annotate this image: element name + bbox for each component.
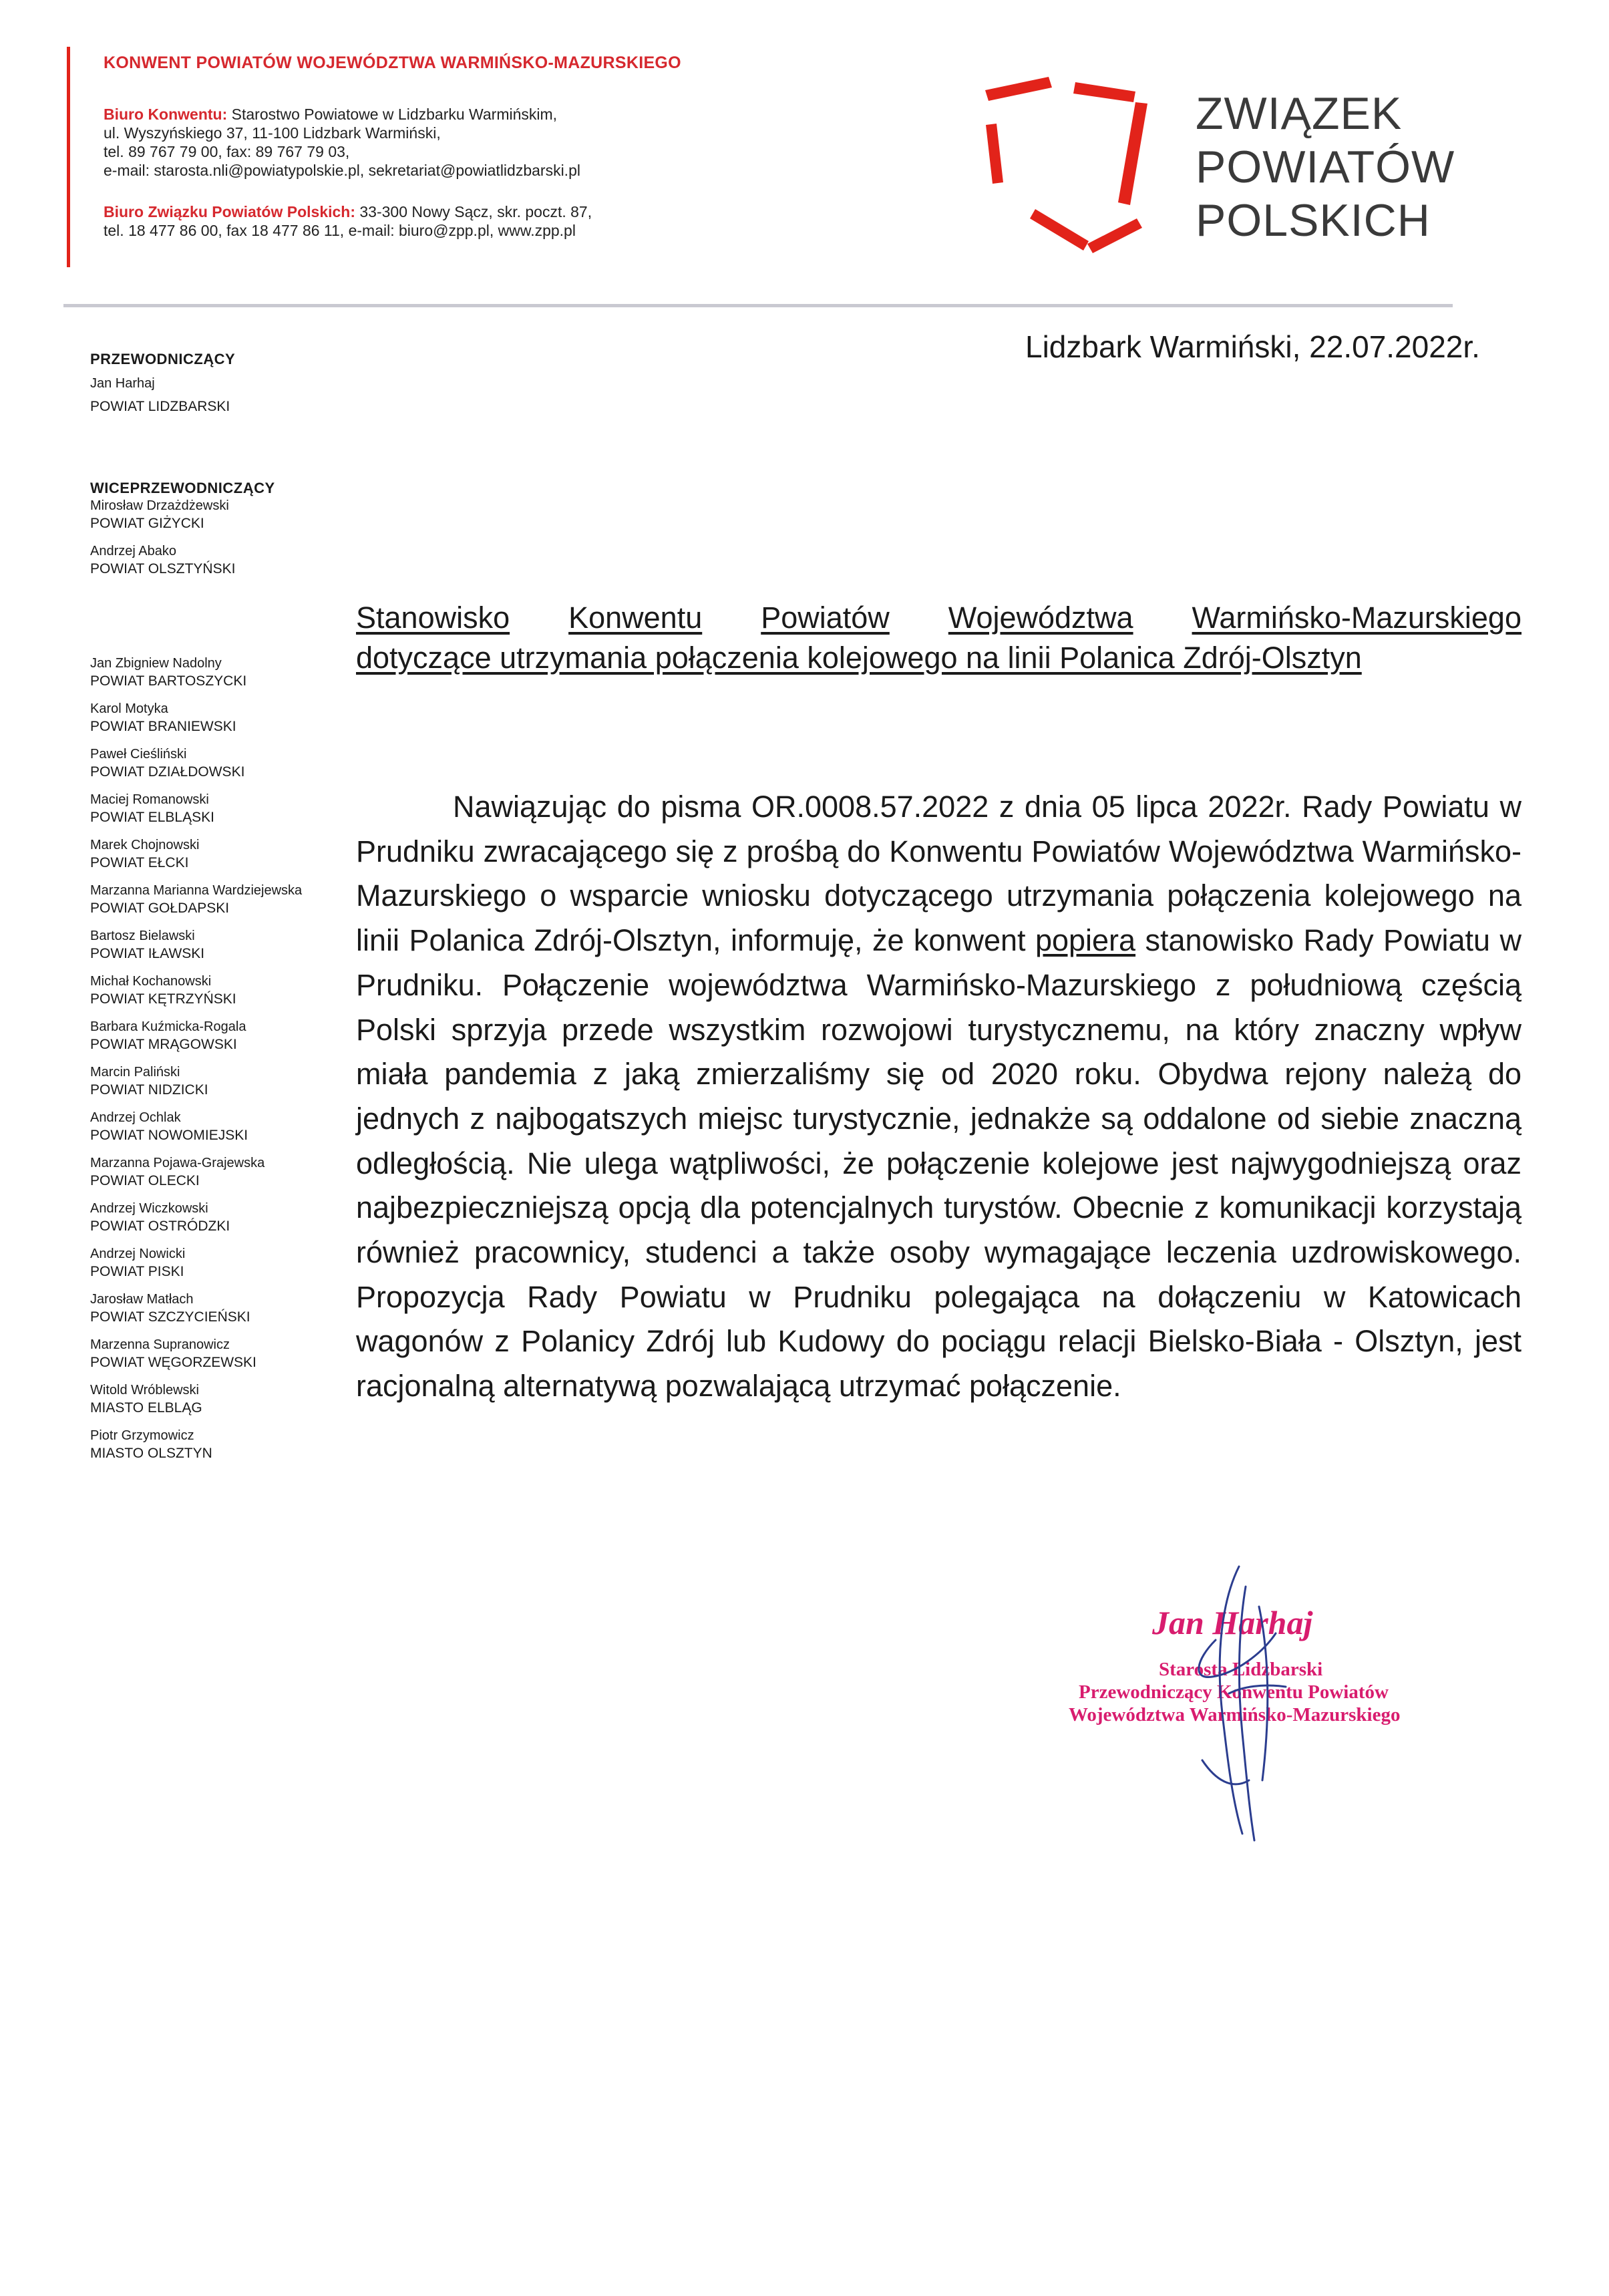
member-name: Piotr Grzymowicz [90, 1428, 194, 1443]
title-word: Warmińsko-Mazurskiego [1192, 601, 1522, 635]
letter-body [356, 785, 1522, 1409]
member-unit: POWIAT BARTOSZYCKI [90, 673, 247, 689]
member-unit: POWIAT WĘGORZEWSKI [90, 1355, 256, 1370]
member-entry [90, 1109, 377, 1145]
member-unit: POWIAT OLSZTYŃSKI [90, 561, 236, 577]
chair-unit: POWIAT LIDZBARSKI [90, 399, 230, 414]
member-entry [90, 1200, 377, 1236]
logo-line3: POLSKICH [1196, 195, 1431, 246]
member-unit: POWIAT PISKI [90, 1264, 184, 1279]
member-name: Jan Zbigniew Nadolny [90, 656, 222, 671]
member-unit: MIASTO ELBLĄG [90, 1400, 202, 1416]
office1-line3: tel. 89 767 79 00, fax: 89 767 79 03, [104, 143, 350, 160]
members-list [90, 655, 377, 1463]
logo-wordmark [1196, 87, 1455, 247]
title-word: Stanowisko [356, 601, 510, 635]
org-name: KONWENT POWIATÓW WOJEWÓDZTWA WARMIŃSKO-MAZURSKIEGO [104, 53, 681, 72]
member-unit: POWIAT EŁCKI [90, 855, 189, 870]
member-name: Andrzej Abako [90, 544, 176, 558]
member-entry [90, 1018, 377, 1054]
member-name: Marzanna Marianna Wardziejewska [90, 883, 303, 898]
member-unit: POWIAT IŁAWSKI [90, 946, 205, 961]
stamp-line3: Województwa Warmińsko-Mazurskiego [1069, 1704, 1401, 1726]
member-name: Marcin Paliński [90, 1065, 180, 1080]
member-unit: POWIAT NIDZICKI [90, 1082, 208, 1098]
member-unit: POWIAT SZCZYCIEŃSKI [90, 1309, 250, 1325]
vice-role: WICEPRZEWODNICZĄCY [90, 480, 275, 496]
member-entry [90, 1154, 377, 1190]
member-unit: POWIAT KĘTRZYŃSKI [90, 991, 236, 1007]
member-entry [90, 746, 377, 782]
member-unit: POWIAT GIŻYCKI [90, 516, 204, 531]
member-name: Jarosław Matłach [90, 1292, 194, 1307]
member-unit: MIASTO OLSZTYN [90, 1446, 212, 1461]
member-entry [90, 655, 377, 691]
member-entry [90, 791, 377, 827]
member-name: Marzenna Supranowicz [90, 1337, 230, 1352]
member-entry [90, 927, 377, 963]
title-line2: dotyczące utrzymania połączenia kolejowego na linii Polanica Zdrój-Olsztyn [356, 641, 1362, 675]
office1-line2: ul. Wyszyńskiego 37, 11-100 Lidzbark Warmiński, [104, 124, 441, 142]
member-name: Marzanna Pojawa-Grajewska [90, 1156, 265, 1170]
office1-line4: e-mail: starosta.nli@powiatypolskie.pl, sekretariat@powiatlidzbarski.pl [104, 162, 580, 179]
member-entry [90, 882, 377, 918]
member-name: Paweł Cieśliński [90, 747, 187, 762]
title-word: Województwa [948, 601, 1133, 635]
body-emphasis: popiera [1035, 923, 1136, 958]
member-unit: POWIAT MRĄGOWSKI [90, 1037, 237, 1052]
member-name: Barbara Kuźmicka-Rogala [90, 1019, 246, 1034]
office2-block [104, 202, 972, 240]
body-text-part2: stanowisko Rady Powiatu w Prudniku. Połączenie województwa Warmińsko-Mazurskiego z południową częścią Polski sprzyja przede wszystkim rozwojowi turystycznemu, na który znaczny wpływ miała pandemia z jaką zmierzaliśmy się od 2020 roku. Obydwa rejony należą do jednych z najbogatszych miejsc turystycznie, jednakże są oddalone od siebie znaczną odległością. Nie ulega wątpliwości, że połączenie kolejowe jest najwygodniejszą oraz najbezpieczniejszą opcją dla potencjalnych turystów. Obecnie z komunikacji korzystają również pracownicy, studenci a także osoby wymagające leczenia uzdrowiskowego. Propozycja Rady Powiatu w Prudniku polegająca na dołączeniu w Katowicach wagonów z Polanicy Zdrój lub Kudowy do pociągu relacji Bielsko-Biała - Olsztyn, jest racjonalną alternatywą pozwalającą utrzymać połączenie. [356, 923, 1522, 1404]
document-title [356, 598, 1522, 678]
member-name: Witold Wróblewski [90, 1383, 199, 1398]
vice-entry [90, 542, 377, 579]
member-entry [90, 1381, 377, 1418]
member-unit: POWIAT NOWOMIEJSKI [90, 1128, 248, 1143]
body-paragraph [356, 785, 1522, 1409]
member-unit: POWIAT BRANIEWSKI [90, 719, 236, 734]
member-name: Maciej Romanowski [90, 792, 209, 807]
office2-label: Biuro Związku Powiatów Polskich: [104, 203, 355, 220]
member-entry [90, 1063, 377, 1100]
letterhead [104, 53, 972, 263]
member-entry [90, 836, 377, 872]
logo-line2: POWIATÓW [1196, 142, 1455, 192]
member-entry [90, 700, 377, 736]
sidebar-members [90, 351, 377, 1472]
office1-label: Biuro Konwentu: [104, 106, 228, 123]
member-name: Bartosz Bielawski [90, 929, 195, 943]
member-entry [90, 1291, 377, 1327]
member-entry [90, 1245, 377, 1281]
chair-name: Jan Harhaj [90, 376, 155, 391]
chair-role: PRZEWODNICZĄCY [90, 351, 236, 367]
member-name: Andrzej Wiczkowski [90, 1201, 208, 1216]
member-name: Karol Motyka [90, 701, 168, 716]
member-name: Michał Kochanowski [90, 974, 212, 989]
member-entry [90, 973, 377, 1009]
member-name: Marek Chojnowski [90, 838, 200, 852]
member-unit: POWIAT OLECKI [90, 1173, 200, 1188]
member-name: Andrzej Nowicki [90, 1247, 186, 1261]
member-unit: POWIAT DZIAŁDOWSKI [90, 764, 245, 780]
handwritten-signature-icon [1176, 1560, 1296, 1847]
member-unit: POWIAT OSTRÓDZKI [90, 1218, 230, 1234]
office2-line1: 33-300 Nowy Sącz, skr. poczt. 87, [355, 203, 592, 220]
header-divider [63, 304, 1453, 307]
member-name: Andrzej Ochlak [90, 1110, 181, 1125]
title-word: Powiatów [761, 601, 890, 635]
office1-block [104, 105, 972, 180]
member-name: Mirosław Drzażdżewski [90, 498, 229, 513]
title-line1 [356, 598, 1522, 638]
stamp-line2: Przewodniczący Konwentu Powiatów [1079, 1681, 1389, 1703]
member-unit: POWIAT GOŁDAPSKI [90, 900, 230, 916]
header-accent-bar [67, 47, 70, 267]
stamp-line1: Starosta Lidzbarski [1159, 1659, 1323, 1680]
member-entry [90, 1427, 377, 1463]
member-unit: POWIAT ELBLĄSKI [90, 810, 214, 825]
body-text-part1: Nawiązując do pisma OR.0008.57.2022 z dnia 05 lipca 2022r. Rady Powiatu w Prudniku zwracającego się z prośbą do Konwentu Powiatów Województwa Warmińsko-Mazurskiego o wsparcie wniosku dotyczącego utrzymania połączenia kolejowego na linii Polanica Zdrój-Olsztyn, informuję, że konwent [356, 790, 1522, 958]
title-word: Konwentu [568, 601, 703, 635]
office1-line1: Starostwo Powiatowe w Lidzbarku Warmińskim, [227, 106, 558, 123]
member-entry [90, 1336, 377, 1372]
stamp-name: Jan Harhaj [1152, 1604, 1313, 1641]
logo-line1: ZWIĄZEK [1196, 88, 1403, 139]
letter-date: Lidzbark Warmiński, 22.07.2022r. [1025, 329, 1480, 364]
vice-entry [90, 497, 377, 533]
office2-line2: tel. 18 477 86 00, fax 18 477 86 11, e-mail: biuro@zpp.pl, www.zpp.pl [104, 222, 576, 239]
